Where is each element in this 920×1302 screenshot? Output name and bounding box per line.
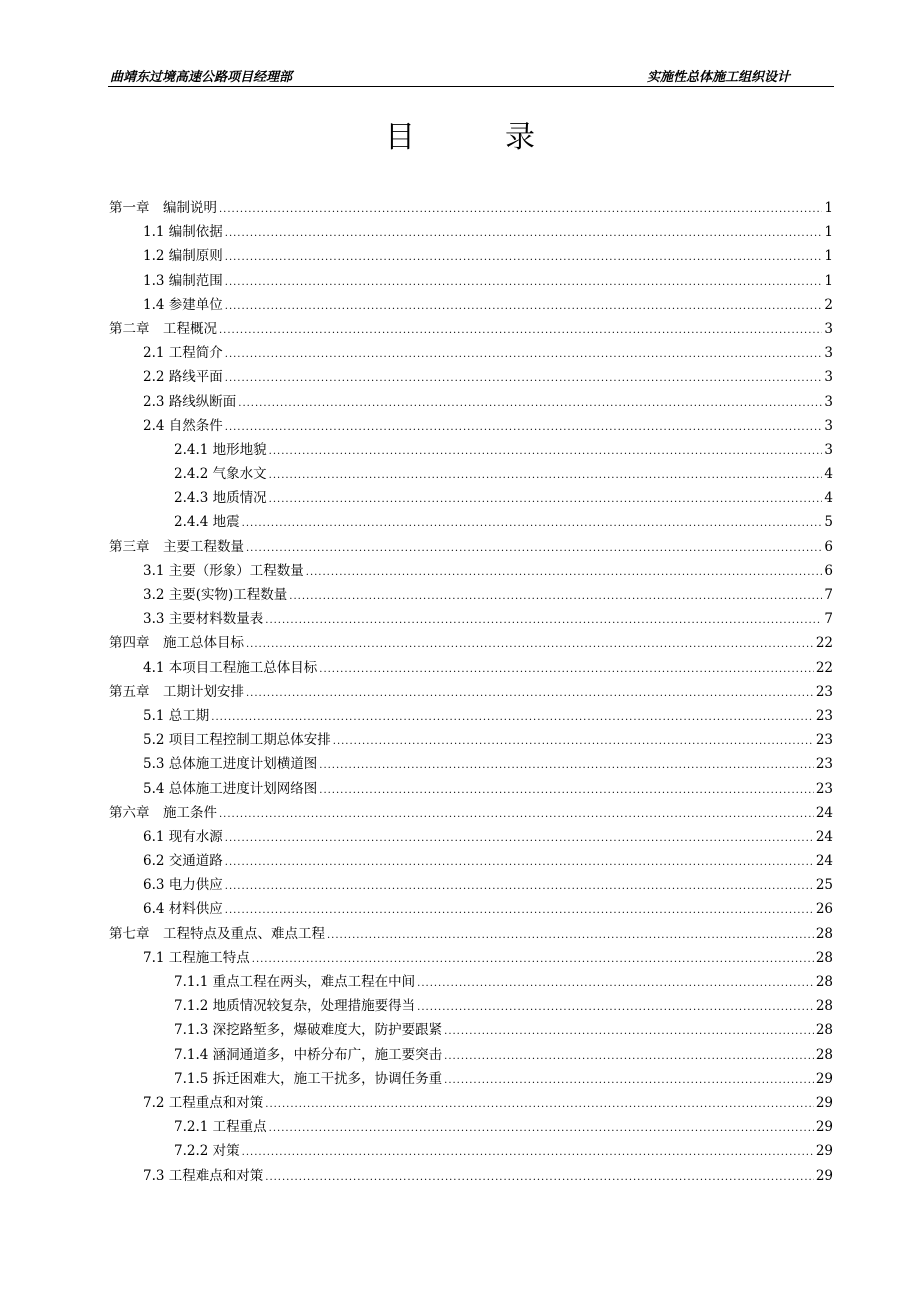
toc-entry[interactable]: [109, 631, 833, 655]
toc-entry-page: 1: [824, 248, 833, 265]
toc-entry-page: 4: [824, 490, 833, 507]
toc-dot-leader: [269, 494, 823, 505]
toc-entry-page: 29: [815, 1119, 833, 1136]
toc-entry-label: 6.3 电力供应: [143, 877, 223, 894]
toc-dot-leader: [417, 978, 814, 989]
toc-dot-leader: [319, 760, 814, 771]
toc-entry-page: 5: [824, 514, 833, 531]
toc-dot-leader: [417, 1002, 814, 1013]
toc-entry-label: 7.1.2 地质情况较复杂，处理措施要得当: [174, 998, 416, 1015]
toc-entry-label: 7.2.2 对策: [174, 1143, 240, 1160]
toc-entry-page: 6: [824, 562, 833, 579]
toc-dot-leader: [246, 688, 814, 699]
toc-dot-leader: [219, 325, 822, 336]
toc-dot-leader: [306, 567, 823, 578]
toc-dot-leader: [265, 615, 822, 626]
toc-dot-leader: [238, 398, 822, 409]
toc-entry-label: 7.2 工程重点和对策: [143, 1094, 264, 1111]
toc-entry-label: 5.3 总体施工进度计划横道图: [143, 756, 318, 773]
toc-entry-page: 6: [824, 538, 833, 555]
page-header: [108, 62, 834, 87]
toc-entry[interactable]: [109, 438, 833, 462]
toc-entry[interactable]: [109, 244, 833, 268]
toc-dot-leader: [225, 881, 814, 892]
toc-entry-label: 1.2 编制原则: [143, 248, 223, 265]
toc-entry[interactable]: [109, 462, 833, 486]
toc-entry-label: 7.2.1 工程重点: [174, 1119, 267, 1136]
toc-entry[interactable]: [109, 293, 833, 317]
toc-entry[interactable]: [109, 825, 833, 849]
toc-dot-leader: [225, 301, 823, 312]
toc-entry-label: 7.3 工程难点和对策: [143, 1167, 264, 1184]
header-right: 实施性总体施工组织设计: [646, 70, 790, 85]
toc-entry[interactable]: [109, 680, 833, 704]
toc-entry-label: 7.1.5 拆迁困难大，施工干扰多，协调任务重: [174, 1070, 443, 1087]
toc-entry-page: 23: [815, 732, 833, 749]
toc-dot-leader: [225, 228, 823, 239]
toc-entry-page: 24: [815, 828, 833, 845]
toc-entry[interactable]: [109, 1043, 833, 1067]
toc-entry-page: 28: [815, 974, 833, 990]
toc-entry[interactable]: [109, 704, 833, 728]
toc-entry[interactable]: [109, 897, 833, 921]
toc-entry[interactable]: [109, 801, 833, 825]
toc-entry-page: 23: [815, 683, 833, 700]
toc-entry-label: 7.1.1 重点工程在两头，难点工程在中间: [174, 974, 416, 990]
toc-entry[interactable]: [109, 220, 833, 244]
toc-dot-leader: [444, 1026, 814, 1037]
toc-entry-label: 2.2 路线平面: [143, 369, 223, 386]
toc-entry-label: 3.3 主要材料数量表: [143, 611, 264, 628]
toc-entry-page: 28: [815, 1046, 833, 1063]
toc-entry-page: 7: [824, 587, 833, 603]
toc-entry-label: 1.1 编制依据: [143, 224, 223, 241]
toc-entry[interactable]: [109, 1091, 833, 1115]
toc-entry[interactable]: [109, 777, 833, 801]
toc-dot-leader: [246, 543, 822, 554]
toc-entry-label: 7.1 工程施工特点: [143, 949, 250, 966]
toc-entry-page: 24: [815, 853, 833, 870]
toc-dot-leader: [319, 785, 814, 796]
toc-dot-leader: [225, 252, 823, 263]
toc-dot-leader: [242, 1147, 814, 1158]
toc-dot-leader: [269, 1123, 814, 1134]
toc-entry-label: 1.4 参建单位: [143, 296, 223, 313]
toc-entry-label: 3.1 主要（形象）工程数量: [143, 562, 304, 579]
toc-dot-leader: [225, 422, 823, 433]
toc-dot-leader: [219, 809, 814, 820]
toc-entry-label: 第五章 工期计划安排: [109, 683, 244, 700]
toc-entry-page: 1: [824, 224, 833, 241]
toc-entry[interactable]: [109, 1139, 833, 1163]
toc-entry-label: 2.4 自然条件: [143, 417, 223, 434]
toc-entry[interactable]: [109, 414, 833, 438]
title-char-2: 录: [505, 120, 535, 155]
toc-entry[interactable]: [109, 559, 833, 583]
toc-entry[interactable]: [109, 922, 833, 946]
toc-entry-page: 3: [824, 369, 833, 386]
toc-entry-page: 28: [815, 1022, 833, 1039]
toc-entry-label: 6.2 交通道路: [143, 853, 223, 870]
toc-entry-page: 29: [815, 1143, 833, 1160]
toc-entry[interactable]: [109, 1164, 833, 1188]
toc-entry-label: 2.4.1 地形地貌: [174, 441, 267, 458]
toc-entry[interactable]: [109, 656, 833, 680]
toc-entry[interactable]: [109, 390, 833, 414]
toc-entry-page: 2: [824, 296, 833, 313]
toc-entry[interactable]: [109, 752, 833, 776]
toc-dot-leader: [219, 204, 822, 215]
toc-entry-label: 6.4 材料供应: [143, 901, 223, 918]
toc-entry-page: 29: [815, 1167, 833, 1184]
toc-dot-leader: [225, 277, 823, 288]
page-title: [0, 112, 920, 156]
toc-dot-leader: [269, 470, 823, 481]
toc-dot-leader: [269, 446, 823, 457]
toc-entry-page: 24: [815, 804, 833, 821]
toc-entry-label: 第七章 工程特点及重点、难点工程: [109, 925, 325, 942]
toc-entry-page: 1: [824, 272, 833, 289]
toc-dot-leader: [265, 1099, 814, 1110]
toc-dot-leader: [265, 1172, 814, 1183]
toc-dot-leader: [225, 833, 814, 844]
toc-entry-label: 第二章 工程概况: [109, 320, 217, 337]
toc-dot-leader: [225, 857, 814, 868]
toc-entry-label: 第三章 主要工程数量: [109, 538, 244, 555]
toc-entry-page: 4: [824, 466, 833, 483]
toc-entry-label: 7.1.4 涵洞通道多，中桥分布广，施工要突击: [174, 1046, 443, 1063]
toc-entry-label: 2.4.3 地质情况: [174, 490, 267, 507]
toc-entry[interactable]: [109, 196, 833, 220]
toc-entry[interactable]: [109, 994, 833, 1018]
toc-dot-leader: [252, 954, 814, 965]
toc-entry-label: 6.1 现有水源: [143, 828, 223, 845]
toc-entry[interactable]: [109, 873, 833, 897]
toc-entry-label: 2.3 路线纵断面: [143, 393, 237, 410]
toc-entry-page: 23: [815, 780, 833, 797]
toc-entry[interactable]: [109, 849, 833, 873]
toc-entry-page: 3: [824, 320, 833, 337]
toc-entry-label: 2.4.2 气象水文: [174, 466, 267, 483]
toc-entry[interactable]: [109, 583, 833, 607]
toc-entry[interactable]: [109, 728, 833, 752]
toc-entry-label: 5.2 项目工程控制工期总体安排: [143, 732, 331, 749]
toc-entry-label: 5.4 总体施工进度计划网络图: [143, 780, 318, 797]
toc-entry-page: 29: [815, 1094, 833, 1111]
toc-entry-page: 22: [815, 635, 833, 652]
header-left: 曲靖东过境高速公路项目经理部: [110, 70, 293, 85]
toc-dot-leader: [444, 1051, 814, 1062]
toc-entry-label: 2.1 工程简介: [143, 345, 223, 362]
toc-dot-leader: [333, 736, 814, 747]
toc-dot-leader: [225, 349, 823, 360]
toc-entry-page: 29: [815, 1070, 833, 1087]
toc-entry-label: 2.4.4 地震: [174, 514, 240, 531]
toc-entry-label: 4.1 本项目工程施工总体目标: [143, 659, 318, 676]
toc-entry-page: 3: [824, 345, 833, 362]
toc-entry-page: 3: [824, 441, 833, 458]
toc-entry[interactable]: [109, 341, 833, 365]
toc-dot-leader: [289, 591, 822, 602]
toc-entry[interactable]: [109, 1115, 833, 1139]
toc-dot-leader: [246, 639, 814, 650]
toc-entry-label: 1.3 编制范围: [143, 272, 223, 289]
toc-entry[interactable]: [109, 970, 833, 994]
toc-entry[interactable]: [109, 946, 833, 970]
toc-entry-page: 28: [815, 998, 833, 1015]
toc-entry-page: 25: [815, 877, 833, 894]
toc-entry-page: 23: [815, 707, 833, 724]
toc-entry-page: 3: [824, 393, 833, 410]
toc-entry-page: 23: [815, 756, 833, 773]
toc-entry-label: 第六章 施工条件: [109, 804, 217, 821]
table-of-contents: [109, 196, 833, 1188]
toc-entry-label: 第一章 编制说明: [109, 200, 217, 216]
toc-dot-leader: [225, 905, 814, 916]
toc-entry-label: 第四章 施工总体目标: [109, 635, 244, 652]
toc-dot-leader: [242, 518, 823, 529]
toc-entry-page: 1: [824, 200, 833, 216]
toc-dot-leader: [444, 1075, 814, 1086]
toc-entry-label: 5.1 总工期: [143, 707, 210, 724]
toc-entry[interactable]: [109, 510, 833, 534]
toc-entry[interactable]: [109, 1018, 833, 1042]
toc-entry[interactable]: [109, 535, 833, 559]
toc-entry[interactable]: [109, 317, 833, 341]
title-char-1: 目: [385, 120, 415, 155]
toc-entry-label: 3.2 主要(实物)工程数量: [143, 587, 288, 603]
toc-dot-leader: [327, 930, 814, 941]
toc-dot-leader: [211, 712, 814, 723]
toc-entry-page: 7: [824, 611, 833, 628]
toc-entry-page: 26: [815, 901, 833, 918]
toc-entry-label: 7.1.3 深挖路堑多，爆破难度大，防护要跟紧: [174, 1022, 443, 1039]
toc-dot-leader: [319, 664, 814, 675]
toc-entry[interactable]: [109, 607, 833, 631]
toc-entry-page: 3: [824, 417, 833, 434]
toc-entry-page: 28: [815, 925, 833, 942]
toc-entry[interactable]: [109, 365, 833, 389]
toc-entry-page: 22: [815, 659, 833, 676]
toc-entry[interactable]: [109, 486, 833, 510]
toc-dot-leader: [225, 373, 823, 384]
toc-entry-page: 28: [815, 949, 833, 966]
toc-entry[interactable]: [109, 1067, 833, 1091]
toc-entry[interactable]: [109, 269, 833, 293]
